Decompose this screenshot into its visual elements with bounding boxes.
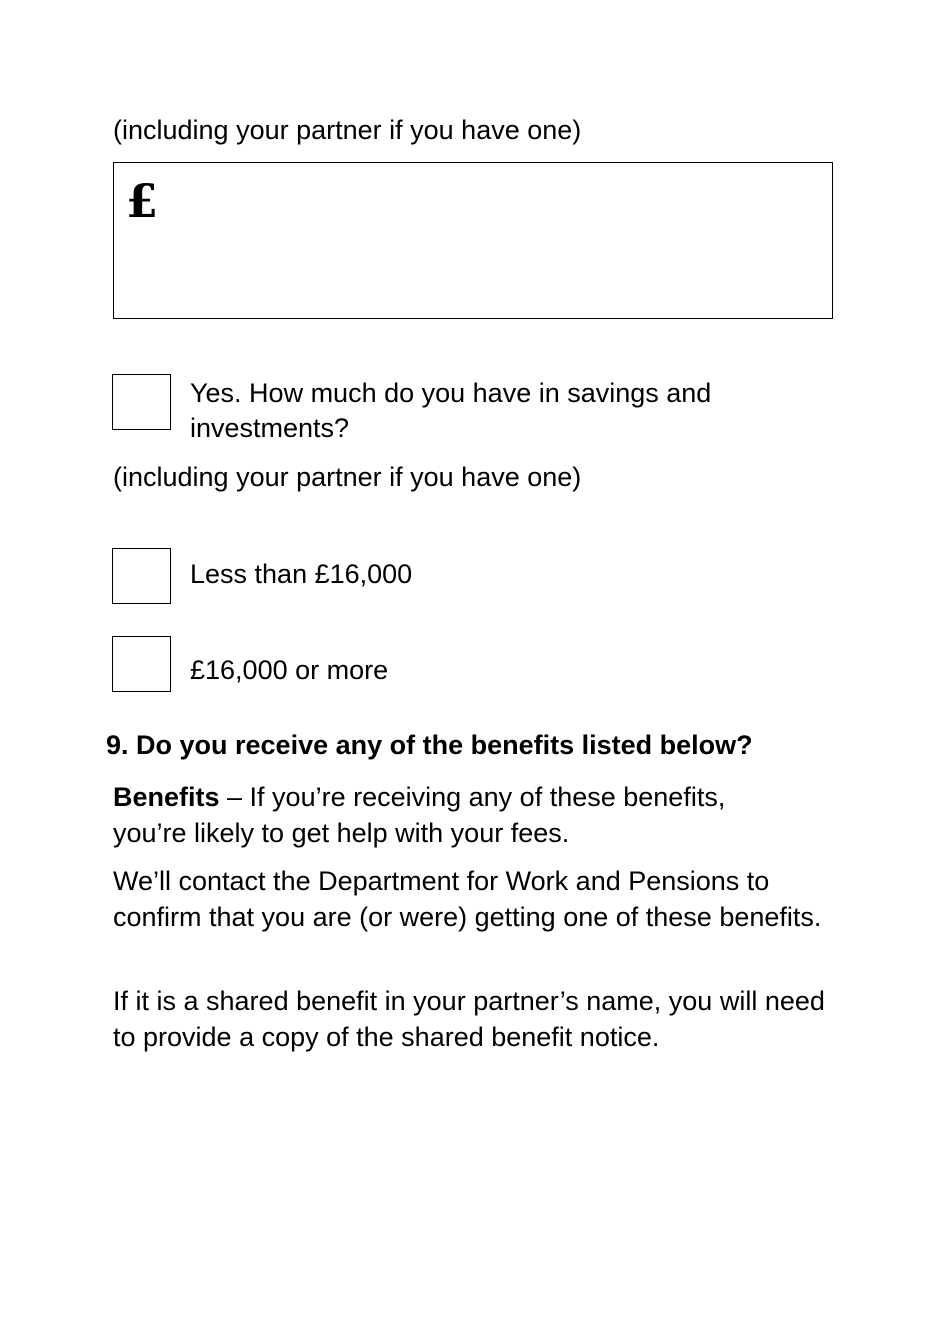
yes-savings-label-line2: investments? (190, 413, 350, 443)
yes-savings-checkbox[interactable] (112, 374, 171, 430)
partner-note-top: (including your partner if you have one) (113, 115, 582, 145)
benefits-line1-rest: – If you’re receiving any of these benefits, (219, 782, 726, 812)
less-than-16000-label: Less than £16,000 (190, 559, 413, 589)
16000-or-more-label: £16,000 or more (190, 655, 389, 685)
savings-amount-field[interactable] (113, 162, 833, 319)
less-than-16000-checkbox[interactable] (112, 548, 171, 604)
benefits-paragraph (113, 780, 833, 851)
pound-sign: £ (126, 174, 159, 228)
partner-note-bottom: (including your partner if you have one) (113, 462, 582, 492)
benefits-term: Benefits (113, 782, 220, 812)
yes-savings-label-line1: Yes. How much do you have in savings and (190, 378, 712, 408)
dwp-contact-paragraph: We’ll contact the Department for Work and Pensions to confirm that you are (or were) getting one of these benefits. (113, 866, 822, 932)
shared-benefit-paragraph: If it is a shared benefit in your partner’s name, you will need to provide a copy of the shared benefit notice. (113, 986, 825, 1052)
16000-or-more-checkbox[interactable] (112, 636, 171, 692)
benefits-line2: you’re likely to get help with your fees. (113, 817, 570, 848)
question-9-heading: 9. Do you receive any of the benefits listed below? (106, 730, 753, 760)
